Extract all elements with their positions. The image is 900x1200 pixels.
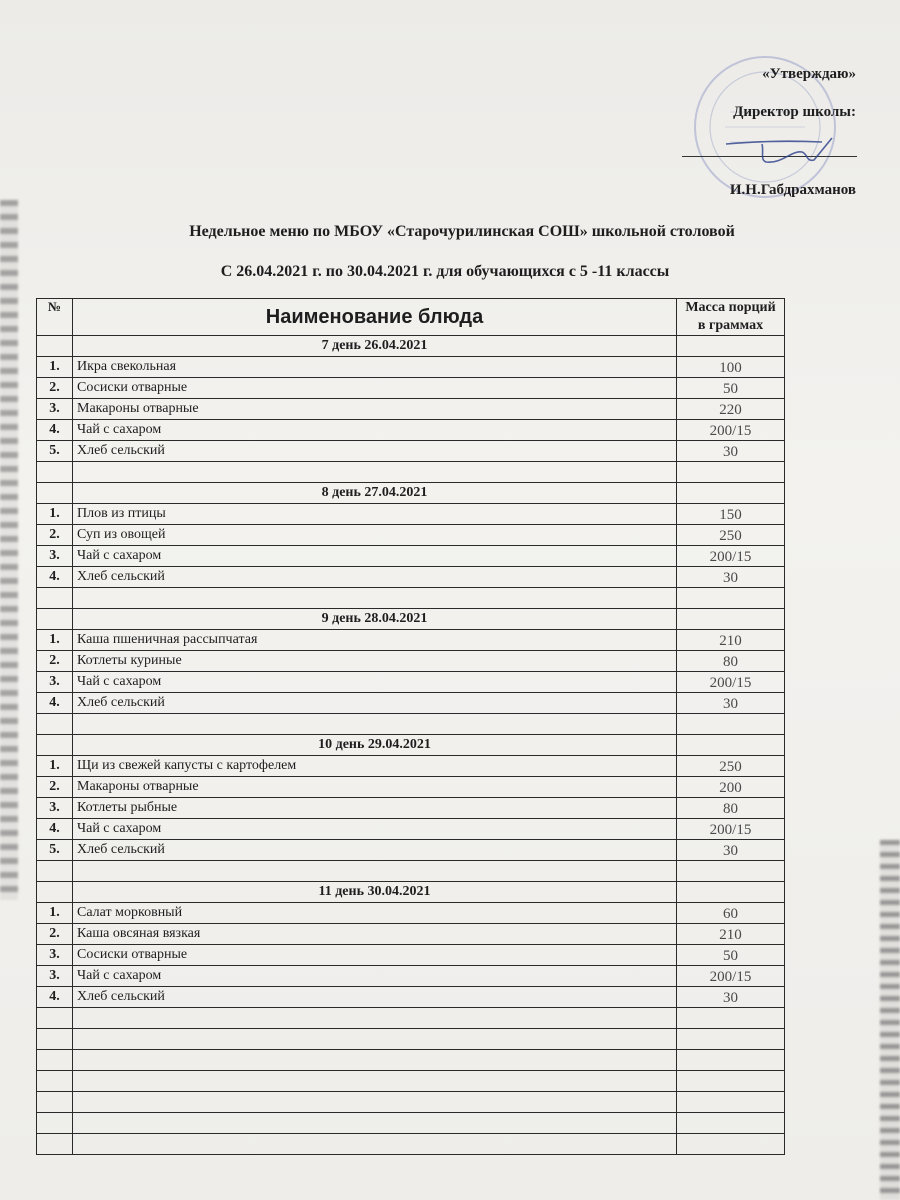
dish-mass: 30: [677, 441, 785, 462]
empty-row: [37, 1071, 785, 1092]
director-name: И.Н.Габдрахманов: [729, 182, 856, 198]
empty-cell: [37, 609, 73, 630]
empty-cell: [37, 336, 73, 357]
empty-cell: [677, 1050, 785, 1071]
dish-name: Хлеб сельский: [73, 840, 677, 861]
dish-name: Чай с сахаром: [73, 546, 677, 567]
day-label: 11 день 30.04.2021: [73, 882, 677, 903]
header-mass: [677, 299, 785, 336]
empty-cell: [37, 1008, 73, 1029]
dish-name: Хлеб сельский: [73, 441, 677, 462]
empty-cell: [73, 1092, 677, 1113]
empty-cell: [73, 1113, 677, 1134]
item-number: 3.: [37, 798, 73, 819]
dish-mass: 210: [677, 924, 785, 945]
table-row: [37, 420, 785, 441]
table-row: [37, 399, 785, 420]
table-row: [37, 378, 785, 399]
empty-cell: [677, 1029, 785, 1050]
item-number: 3.: [37, 966, 73, 987]
empty-cell: [73, 861, 677, 882]
empty-cell: [37, 1134, 73, 1155]
dish-name: Сосиски отварные: [73, 945, 677, 966]
empty-cell: [73, 588, 677, 609]
dish-mass: 200/15: [677, 966, 785, 987]
table-row: [37, 525, 785, 546]
day-header-row: [37, 336, 785, 357]
dish-name: Щи из свежей капусты с картофелем: [73, 756, 677, 777]
menu-table: [36, 298, 785, 1155]
empty-cell: [677, 714, 785, 735]
table-row: [37, 987, 785, 1008]
scan-smudge-right: [880, 840, 900, 1200]
table-row: [37, 546, 785, 567]
empty-cell: [677, 1134, 785, 1155]
dish-mass: 30: [677, 693, 785, 714]
dish-name: Салат морковный: [73, 903, 677, 924]
empty-row: [37, 1113, 785, 1134]
empty-cell: [73, 1134, 677, 1155]
day-label: 10 день 29.04.2021: [73, 735, 677, 756]
empty-cell: [677, 1008, 785, 1029]
empty-cell: [73, 1029, 677, 1050]
empty-cell: [37, 1071, 73, 1092]
item-number: 2.: [37, 777, 73, 798]
table-row: [37, 630, 785, 651]
empty-cell: [37, 462, 73, 483]
empty-row: [37, 1092, 785, 1113]
dish-mass: 50: [677, 378, 785, 399]
table-row: [37, 777, 785, 798]
empty-cell: [37, 735, 73, 756]
menu-body: [37, 336, 785, 1155]
scan-smudge-left: [0, 200, 18, 900]
item-number: 1.: [37, 630, 73, 651]
day-label: 9 день 28.04.2021: [73, 609, 677, 630]
header-mass-line2: в граммах: [697, 318, 764, 333]
header-mass-line1: Масса порций: [685, 300, 776, 315]
day-header-row: [37, 735, 785, 756]
item-number: 1.: [37, 357, 73, 378]
dish-name: Хлеб сельский: [73, 567, 677, 588]
empty-cell: [73, 1050, 677, 1071]
dish-name: Плов из птицы: [73, 504, 677, 525]
empty-cell: [37, 588, 73, 609]
empty-row: [37, 1050, 785, 1071]
dish-name: Хлеб сельский: [73, 987, 677, 1008]
table-row: [37, 966, 785, 987]
dish-name: Хлеб сельский: [73, 693, 677, 714]
item-number: 1.: [37, 756, 73, 777]
item-number: 4.: [37, 420, 73, 441]
signature-icon: [722, 130, 842, 170]
table-row: [37, 945, 785, 966]
empty-cell: [677, 1113, 785, 1134]
empty-cell: [677, 1092, 785, 1113]
empty-row: [37, 1029, 785, 1050]
dish-name: Чай с сахаром: [73, 966, 677, 987]
dish-name: Макароны отварные: [73, 399, 677, 420]
header-dish-name: Наименование блюда: [73, 299, 677, 336]
day-header-row: [37, 882, 785, 903]
dish-mass: 150: [677, 504, 785, 525]
dish-mass: 200: [677, 777, 785, 798]
item-number: 1.: [37, 504, 73, 525]
director-position: Директор школы:: [733, 104, 856, 120]
dish-name: Каша пшеничная рассыпчатая: [73, 630, 677, 651]
dish-mass: 200/15: [677, 819, 785, 840]
dish-mass: 80: [677, 798, 785, 819]
dish-name: Чай с сахаром: [73, 672, 677, 693]
item-number: 4.: [37, 987, 73, 1008]
header-num: №: [37, 299, 73, 336]
item-number: 1.: [37, 903, 73, 924]
empty-cell: [677, 588, 785, 609]
empty-cell: [677, 609, 785, 630]
dish-mass: 250: [677, 525, 785, 546]
item-number: 3.: [37, 672, 73, 693]
dish-name: Икра свекольная: [73, 357, 677, 378]
spacer-row: [37, 861, 785, 882]
day-header-row: [37, 609, 785, 630]
item-number: 2.: [37, 924, 73, 945]
item-number: 4.: [37, 819, 73, 840]
dish-mass: 50: [677, 945, 785, 966]
spacer-row: [37, 714, 785, 735]
table-row: [37, 504, 785, 525]
dish-mass: 220: [677, 399, 785, 420]
empty-cell: [73, 1071, 677, 1092]
empty-cell: [37, 1029, 73, 1050]
table-row: [37, 798, 785, 819]
dish-mass: 200/15: [677, 672, 785, 693]
table-row: [37, 672, 785, 693]
empty-cell: [37, 882, 73, 903]
dish-mass: 30: [677, 987, 785, 1008]
dish-name: Котлеты куриные: [73, 651, 677, 672]
empty-cell: [677, 882, 785, 903]
dish-name: Макароны отварные: [73, 777, 677, 798]
empty-row: [37, 1008, 785, 1029]
empty-cell: [73, 462, 677, 483]
empty-cell: [677, 462, 785, 483]
dish-name: Чай с сахаром: [73, 420, 677, 441]
empty-cell: [677, 1071, 785, 1092]
empty-cell: [37, 1092, 73, 1113]
table-row: [37, 357, 785, 378]
item-number: 4.: [37, 693, 73, 714]
table-row: [37, 651, 785, 672]
dish-mass: 80: [677, 651, 785, 672]
day-header-row: [37, 483, 785, 504]
item-number: 5.: [37, 441, 73, 462]
document-title: Недельное меню по МБОУ «Старочурилинская СОШ» школьной столовой: [189, 223, 735, 240]
dish-name: Чай с сахаром: [73, 819, 677, 840]
table-header: [37, 299, 785, 336]
empty-cell: [73, 1008, 677, 1029]
empty-cell: [37, 861, 73, 882]
empty-cell: [677, 336, 785, 357]
dish-name: Сосиски отварные: [73, 378, 677, 399]
dish-mass: 30: [677, 567, 785, 588]
dish-name: Котлеты рыбные: [73, 798, 677, 819]
item-number: 2.: [37, 651, 73, 672]
dish-mass: 100: [677, 357, 785, 378]
day-label: 8 день 27.04.2021: [73, 483, 677, 504]
approve-label: «Утверждаю»: [762, 66, 856, 82]
empty-cell: [677, 861, 785, 882]
empty-cell: [37, 1113, 73, 1134]
table-row: [37, 819, 785, 840]
item-number: 2.: [37, 525, 73, 546]
dish-mass: 60: [677, 903, 785, 924]
table-row: [37, 903, 785, 924]
table-row: [37, 567, 785, 588]
document-subtitle: С 26.04.2021 г. по 30.04.2021 г. для обучающихся с 5 -11 классы: [220, 263, 670, 280]
spacer-row: [37, 588, 785, 609]
day-label: 7 день 26.04.2021: [73, 336, 677, 357]
table-row: [37, 840, 785, 861]
empty-cell: [677, 483, 785, 504]
empty-cell: [37, 714, 73, 735]
spacer-row: [37, 462, 785, 483]
table-row: [37, 756, 785, 777]
empty-cell: [73, 714, 677, 735]
dish-mass: 200/15: [677, 546, 785, 567]
dish-mass: 210: [677, 630, 785, 651]
dish-mass: 30: [677, 840, 785, 861]
item-number: 2.: [37, 378, 73, 399]
table-row: [37, 441, 785, 462]
empty-row: [37, 1134, 785, 1155]
item-number: 3.: [37, 945, 73, 966]
dish-name: Каша овсяная вязкая: [73, 924, 677, 945]
dish-mass: 200/15: [677, 420, 785, 441]
table-row: [37, 693, 785, 714]
item-number: 3.: [37, 546, 73, 567]
dish-mass: 250: [677, 756, 785, 777]
empty-cell: [37, 483, 73, 504]
dish-name: Суп из овощей: [73, 525, 677, 546]
item-number: 3.: [37, 399, 73, 420]
item-number: 4.: [37, 567, 73, 588]
empty-cell: [37, 1050, 73, 1071]
empty-cell: [677, 735, 785, 756]
table-row: [37, 924, 785, 945]
item-number: 5.: [37, 840, 73, 861]
